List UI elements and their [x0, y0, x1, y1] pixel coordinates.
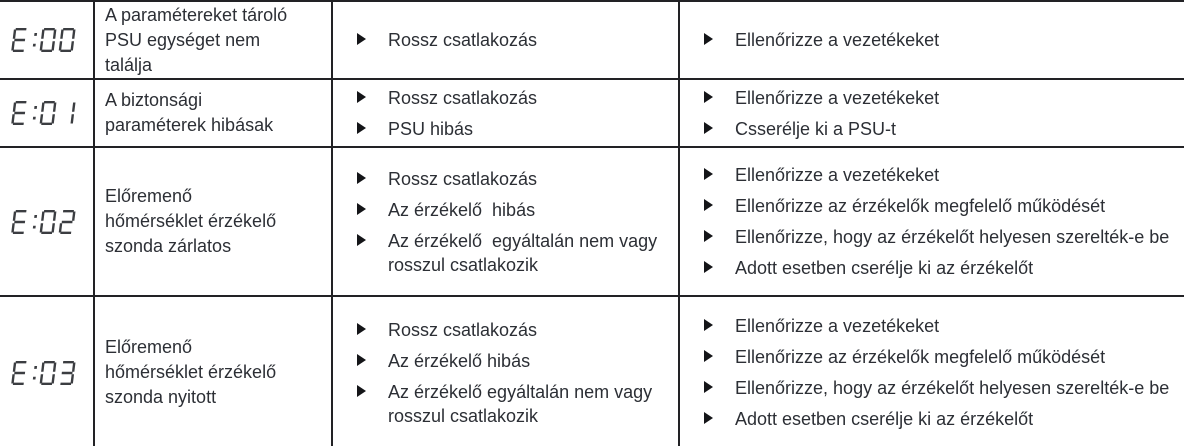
list-item-text: Ellenőrizze a vezetékeket — [735, 165, 940, 185]
triangle-bullet-icon — [704, 91, 713, 103]
list-item — [680, 117, 1178, 141]
triangle-bullet-icon — [357, 323, 366, 335]
error-description-line: PSU egységet nem — [105, 29, 261, 50]
causes-cell — [333, 297, 680, 446]
seven-segment-code-display — [11, 361, 82, 385]
list-item-text: Rossz csatlakozás — [388, 168, 538, 189]
triangle-bullet-icon — [357, 385, 366, 397]
solutions-cell — [680, 2, 1184, 80]
causes-cell — [333, 80, 680, 148]
list-item — [680, 407, 1178, 431]
list-item-text: Rossz csatlakozás — [388, 87, 538, 108]
error-code-cell — [0, 80, 95, 148]
error-description-cell — [95, 2, 333, 80]
list-item — [333, 229, 672, 277]
list-item-text: Ellenőrizze a vezetékeket — [735, 87, 940, 108]
triangle-bullet-icon — [357, 91, 366, 103]
solutions-cell — [680, 148, 1184, 297]
error-code-cell — [0, 297, 95, 446]
error-description-cell — [95, 80, 333, 148]
causes-cell — [333, 2, 680, 80]
list-item-text: Az érzékelő hibás — [388, 199, 536, 220]
error-description-line: Előremenő — [105, 186, 193, 206]
error-description-cell — [95, 148, 333, 297]
list-item — [333, 380, 672, 428]
error-code-cell — [0, 2, 95, 80]
triangle-bullet-icon — [357, 33, 366, 45]
triangle-bullet-icon — [704, 199, 713, 211]
triangle-bullet-icon — [704, 168, 713, 180]
list-item — [333, 318, 672, 342]
triangle-bullet-icon — [357, 172, 366, 184]
triangle-bullet-icon — [704, 261, 713, 273]
triangle-bullet-icon — [357, 234, 366, 246]
error-description-line: találja — [105, 54, 153, 75]
error-description-line: hőmérséklet érzékelő — [105, 362, 277, 382]
solutions-cell — [680, 80, 1184, 148]
seven-segment-code-display — [11, 101, 82, 125]
list-item-text: Ellenőrizze a vezetékeket — [735, 30, 940, 50]
list-item — [680, 225, 1178, 249]
list-item — [680, 345, 1178, 369]
error-description-line: A biztonsági — [105, 90, 203, 110]
error-description-line: paraméterek hibásak — [105, 115, 274, 135]
causes-cell — [333, 148, 680, 297]
list-item-text: Ellenőrizze az érzékelők megfelelő működését — [735, 347, 1106, 367]
list-item — [333, 117, 672, 141]
error-description-cell — [95, 297, 333, 446]
error-description-line: szonda nyitott — [105, 387, 217, 407]
list-item-text: Adott esetben cserélje ki az érzékelőt — [735, 409, 1034, 429]
triangle-bullet-icon — [704, 319, 713, 331]
list-item — [680, 376, 1178, 400]
solutions-cell — [680, 297, 1184, 446]
list-item-text: Csserélje ki a PSU-t — [735, 118, 897, 139]
list-item — [333, 198, 672, 222]
list-item-text: Rossz csatlakozás — [388, 30, 538, 50]
list-item-text: Ellenőrizze, hogy az érzékelőt helyesen szerelték-e be — [735, 227, 1170, 247]
error-description-line: hőmérséklet érzékelő — [105, 211, 277, 231]
error-code-cell — [0, 148, 95, 297]
seven-segment-code-display — [11, 28, 82, 52]
list-item-text: PSU hibás — [388, 118, 474, 139]
list-item-text: Az érzékelő hibás — [388, 350, 531, 371]
triangle-bullet-icon — [357, 203, 366, 215]
triangle-bullet-icon — [357, 354, 366, 366]
list-item-text: Ellenőrizze, hogy az érzékelőt helyesen szerelték-e be — [735, 378, 1170, 398]
list-item — [333, 167, 672, 191]
list-item — [333, 86, 672, 110]
error-description-line: Előremenő — [105, 337, 193, 357]
error-description-line: szonda zárlatos — [105, 236, 232, 256]
triangle-bullet-icon — [704, 230, 713, 242]
list-item — [333, 349, 672, 373]
list-item — [680, 86, 1178, 110]
triangle-bullet-icon — [704, 412, 713, 424]
triangle-bullet-icon — [704, 122, 713, 134]
list-item — [333, 28, 672, 52]
seven-segment-code-display — [11, 210, 82, 234]
list-item-text: Rossz csatlakozás — [388, 319, 538, 340]
triangle-bullet-icon — [704, 381, 713, 393]
list-item — [680, 314, 1178, 338]
error-description-line: A paramétereket tároló — [105, 4, 288, 25]
list-item-text: Az érzékelő egyáltalán nem vagy rosszul csatlakozik — [388, 230, 663, 275]
triangle-bullet-icon — [704, 350, 713, 362]
list-item — [680, 194, 1178, 218]
list-item — [680, 163, 1178, 187]
triangle-bullet-icon — [357, 122, 366, 134]
list-item — [680, 28, 1178, 52]
list-item-text: Adott esetben cserélje ki az érzékelőt — [735, 258, 1034, 278]
triangle-bullet-icon — [704, 33, 713, 45]
list-item-text: Ellenőrizze az érzékelők megfelelő működését — [735, 196, 1106, 216]
list-item-text: Az érzékelő egyáltalán nem vagy rosszul csatlakozik — [388, 381, 658, 426]
list-item-text: Ellenőrizze a vezetékeket — [735, 316, 940, 336]
list-item — [680, 256, 1178, 280]
